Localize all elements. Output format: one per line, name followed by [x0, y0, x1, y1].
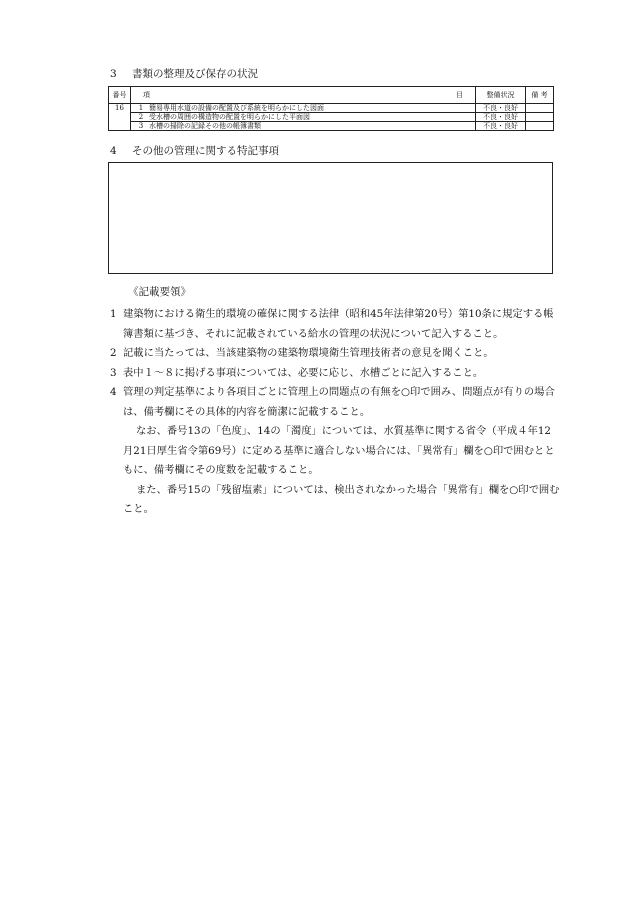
item-number: 2	[138, 113, 144, 121]
item-text: 簡易専用水道の設備の配置及び系統を明らかにした図面	[149, 104, 324, 112]
note-text: 建築物における衛生的環境の確保に関する法律（昭和45年法律第20号）第10条に規定する帳簿書類に基づき、それに記載されている給水の管理の状況について記入すること。	[123, 308, 554, 340]
section-4-heading	[110, 144, 279, 158]
section-3-number: 3	[110, 68, 117, 80]
note-number: 2	[110, 347, 117, 359]
item-cell	[131, 113, 476, 122]
note-item	[110, 344, 560, 364]
header-item	[131, 87, 476, 104]
notes-list	[110, 305, 560, 520]
item-cell	[131, 122, 476, 131]
special-notes-box[interactable]	[108, 162, 553, 274]
notes-title: 《記載要領》	[128, 286, 191, 298]
item-text: 水槽の掃除の記録その他の帳簿書類	[149, 122, 261, 130]
table-header-row	[109, 87, 554, 104]
status-cell: 不良・良好	[476, 122, 526, 131]
section-4-title: その他の管理に関する特記事項	[132, 145, 279, 157]
table-row	[109, 113, 554, 122]
table-row	[109, 104, 554, 113]
note-item	[110, 383, 560, 422]
header-number: 番号	[109, 87, 131, 104]
table-row	[109, 122, 554, 131]
header-remarks: 備 考	[526, 87, 554, 104]
section-3-heading	[110, 67, 258, 81]
status-cell: 不良・良好	[476, 113, 526, 122]
note-paragraph-residual-chlorine: また、番号15の「残留塩素」については、検出されなかった場合「異常有」欄を○印で囲むこと。	[123, 483, 560, 515]
header-item-right: 目	[456, 91, 463, 99]
header-status: 整備状況	[476, 87, 526, 104]
note-item	[110, 364, 560, 384]
item-number: 1	[138, 104, 144, 112]
item-text: 受水槽の周囲の構造物の配置を明らかにした平面図	[149, 113, 310, 121]
note-item	[110, 305, 560, 344]
section-3-title: 書類の整理及び保存の状況	[132, 68, 258, 80]
note-paragraph-color-turbidity: なお、番号13の「色度」、14の「濁度」については、水質基準に関する省令（平成４年12月21日厚生省令第69号）に定める基準に適合しない場合には、「異常有」欄を○印で囲むとともに、備考欄にその度数を記載すること。	[123, 425, 555, 476]
remark-cell	[526, 104, 554, 113]
status-cell: 不良・良好	[476, 104, 526, 113]
row-number: 16	[109, 104, 131, 131]
item-number: 3	[138, 122, 144, 130]
note-text: 表中１～８に掲げる事項については、必要に応じ、水槽ごとに記入すること。	[123, 366, 484, 379]
note-number: 1	[110, 308, 117, 320]
section-4-number: 4	[110, 145, 117, 157]
header-item-left: 項	[143, 91, 150, 99]
note-number: 3	[110, 366, 117, 379]
item-cell	[131, 104, 476, 113]
documents-table	[108, 86, 554, 131]
note-text: 管理の判定基準により各項目ごとに管理上の問題点の有無を○印で囲み、問題点が有りの場合は、備考欄にその具体的内容を簡潔に記載すること。	[123, 386, 555, 418]
note-number: 4	[110, 386, 117, 398]
remark-cell	[526, 113, 554, 122]
note-text: 記載に当たっては、当該建築物の建築物環境衛生管理技術者の意見を聞くこと。	[123, 347, 494, 359]
remark-cell	[526, 122, 554, 131]
